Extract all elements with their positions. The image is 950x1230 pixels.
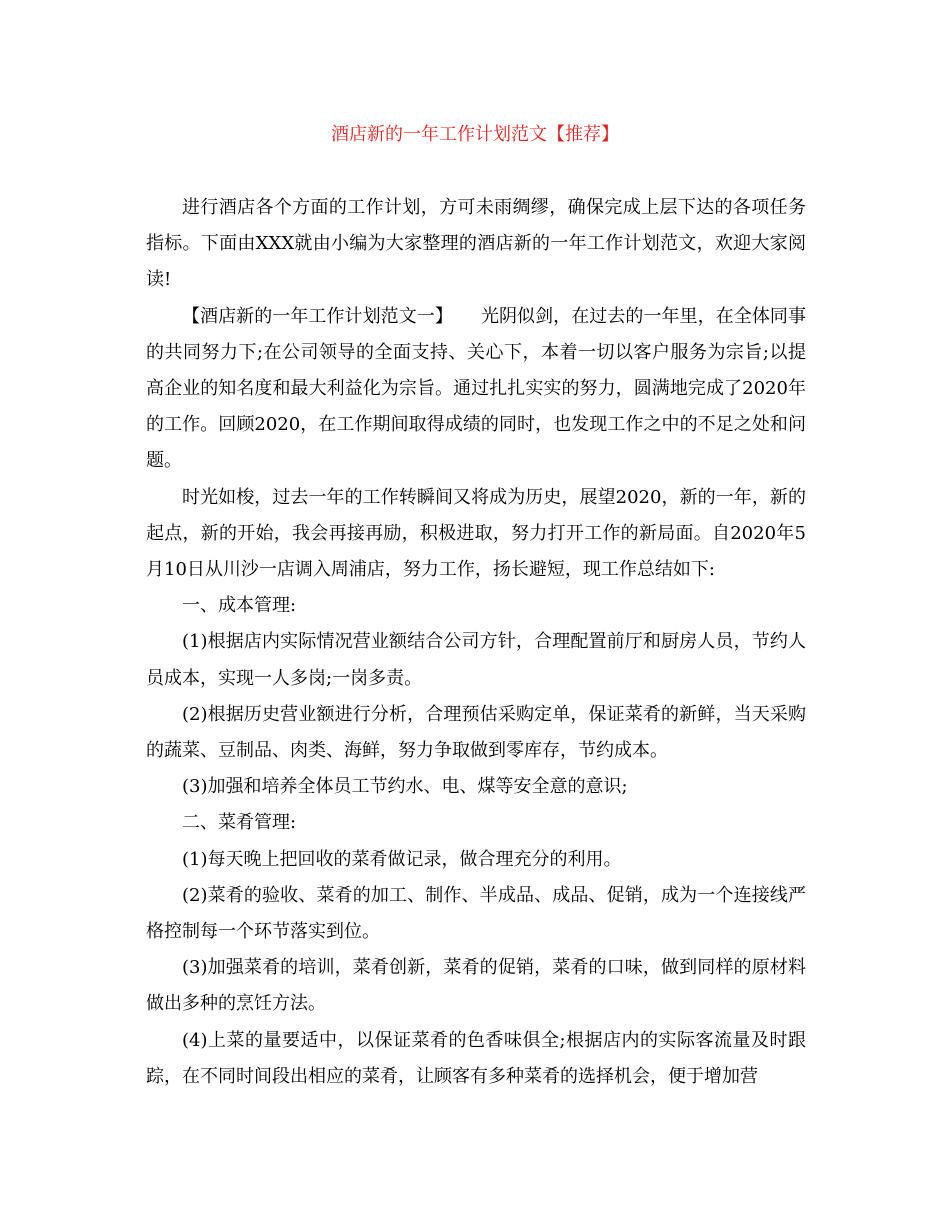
intro-paragraph: 进行酒店各个方面的工作计划，方可未雨绸缪，确保完成上层下达的各项任务指标。下面由XXX就由小编为大家整理的酒店新的一年工作计划范文，欢迎大家阅读! [146, 197, 806, 291]
body-paragraph: (1)每天晚上把回收的菜肴做记录，做合理充分的利用。 [182, 848, 622, 870]
document-title: 酒店新的一年工作计划范文【推荐】 [331, 124, 619, 145]
body-paragraph: (2)菜肴的验收、菜肴的加工、制作、半成品、成品、促销，成为一个连接线严格控制每一个环节落实到位。 [146, 884, 806, 943]
body-paragraph: 时光如梭，过去一年的工作转瞬间又将成为历史，展望2020，新的一年，新的起点，新的开始，我会再接再励，积极进取，努力打开工作的新局面。自2020年5月10日从川沙一店调入周浦店，努力工作，扬长避短，现工作总结如下: [146, 486, 806, 581]
section-heading: 【酒店新的一年工作计划范文一】 [182, 305, 453, 327]
body-paragraph: (1)根据店内实际情况营业额结合公司方针，合理配置前厅和厨房人员，节约人员成本，实现一人多岗;一岗多责。 [146, 631, 806, 689]
section-paragraph [146, 299, 806, 480]
body-paragraph: (3)加强菜肴的培训，菜肴创新，菜肴的促销，菜肴的口味，做到同样的原材料做出多种的烹饪方法。 [146, 957, 806, 1015]
subheading-cost-management: 一、成本管理: [182, 595, 297, 617]
body-paragraph: (3)加强和培养全体员工节约水、电、煤等安全意的意识; [182, 776, 628, 798]
body-paragraph: (2)根据历史营业额进行分析，合理预估采购定单，保证菜肴的新鲜，当天采购的蔬菜、豆制品、肉类、海鲜，努力争取做到零库存，节约成本。 [146, 703, 806, 762]
section-text: 光阴似剑，在过去的一年里，在全体同事的共同努力下;在公司领导的全面支持、关心下，本着一切以客户服务为宗旨;以提高企业的知名度和最大利益化为宗旨。通过扎扎实实的努力，圆满地完成了2020年的工作。回顾2020，在工作期间取得成绩的同时，也发现工作之中的不足之处和问题。 [146, 305, 806, 472]
subheading-dish-management: 二、菜肴管理: [182, 812, 297, 834]
body-paragraph: (4)上菜的量要适中，以保证菜肴的色香味俱全;根据店内的实际客流量及时跟踪，在不同时间段出相应的菜肴，让顾客有多种菜肴的选择机会，便于增加营 [146, 1029, 806, 1087]
document-body [146, 190, 806, 1095]
